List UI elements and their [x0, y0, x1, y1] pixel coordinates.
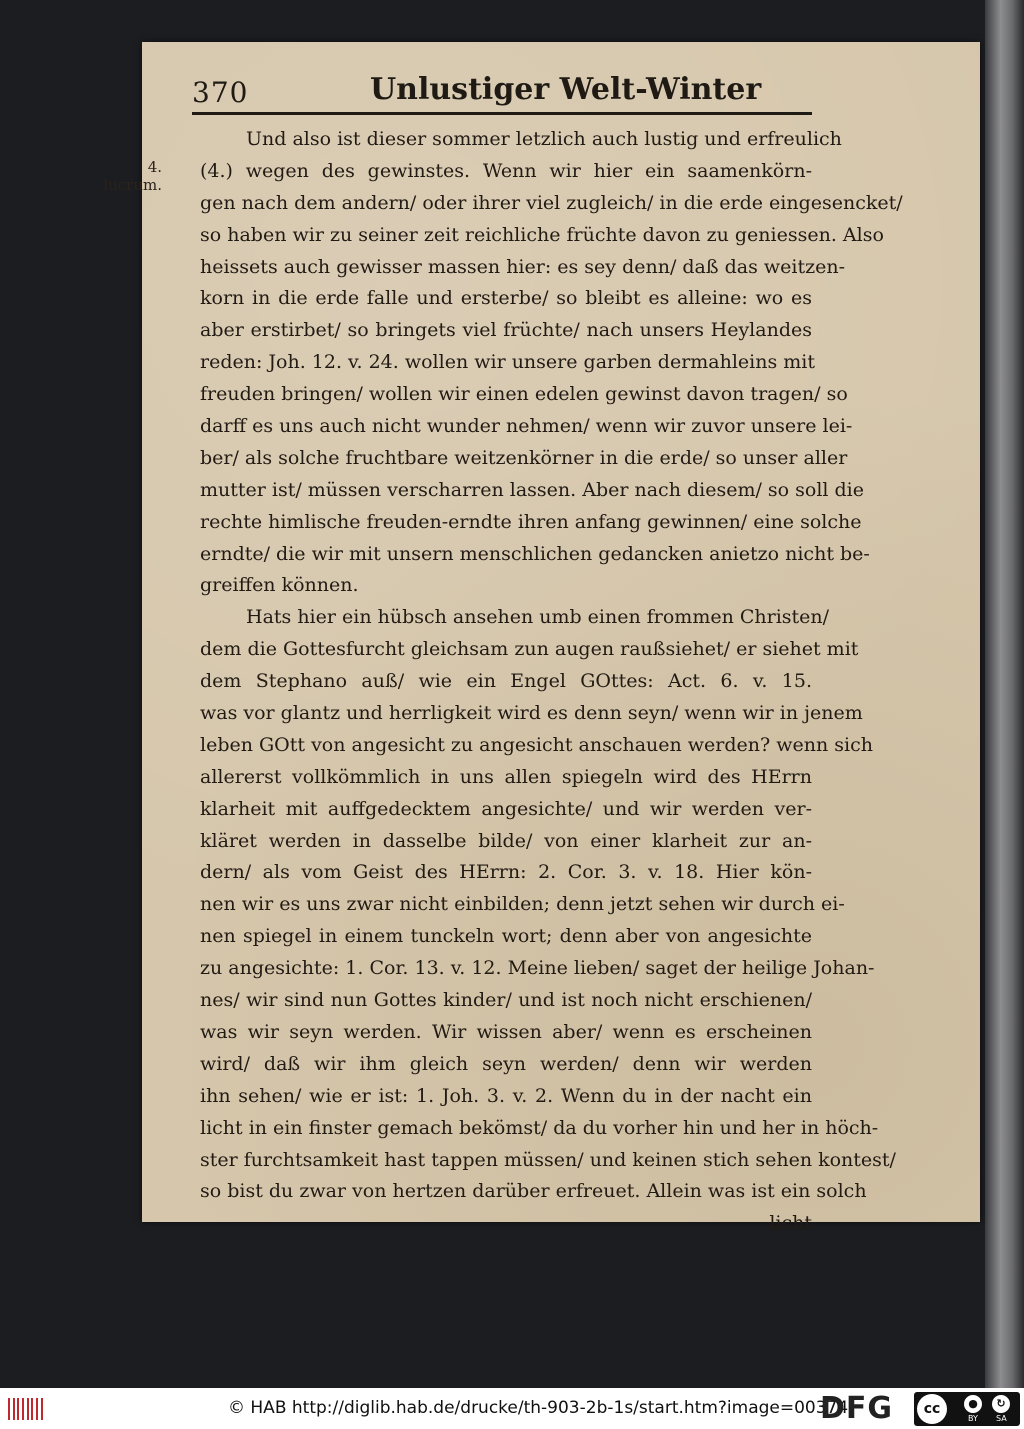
text-line: klarheit mit auffgedecktem angesichte/ und wir werden ver- [200, 797, 812, 820]
text-line: wird/ daß wir ihm gleich seyn werden/ denn wir werden [200, 1052, 812, 1075]
text-line: nen spiegel in einem tunckeln wort; denn aber von angesichte [200, 925, 812, 948]
text-line: rechte himlische freuden-erndte ihren anfang gewinnen/ eine solche [200, 510, 862, 533]
page-number: 370 [192, 76, 249, 109]
text-line: ster furchtsamkeit hast tappen müssen/ und keinen stich sehen kontest/ [200, 1148, 896, 1171]
text-line: ber/ als solche fruchtbare weitzenkörner in die erde/ so unser aller [200, 446, 848, 469]
text-line: dem Stephano auß/ wie ein Engel GOttes: Act. 6. v. 15. [200, 670, 812, 693]
text-line: so haben wir zu seiner zeit reichliche früchte davon zu geniessen. Also [200, 223, 884, 246]
share-alike-icon: ↻ [992, 1395, 1010, 1413]
cc-icon: cc [917, 1394, 947, 1424]
body-text [200, 124, 903, 1240]
footer-bar [0, 1388, 1024, 1429]
text-line: erndte/ die wir mit unsern menschlichen gedancken anietzo nicht be- [200, 542, 870, 565]
text-line: korn in die erde falle und ersterbe/ so bleibt es alleine: wo es [200, 287, 812, 310]
library-barcode-icon [6, 1394, 46, 1424]
page-header [192, 72, 812, 115]
running-title: Unlustiger Welt-Winter [370, 72, 762, 107]
text-line: kläret werden in dasselbe bilde/ von einer klarheit zur an- [200, 829, 812, 852]
text-line: Hats hier ein hübsch ansehen umb einen frommen Christen/ [246, 606, 830, 629]
text-line: dem die Gottesfurcht gleichsam zun augen raußsiehet/ er siehet mit [200, 638, 859, 661]
cc-license-badge[interactable] [914, 1392, 1020, 1426]
text-line: was vor glantz und herrligkeit wird es denn seyn/ wenn wir in jenem [200, 702, 863, 725]
text-line: aber erstirbet/ so bringets viel früchte/ nach unsers Heylandes [200, 319, 812, 342]
margin-note-word: lucrum. [103, 176, 162, 194]
person-icon: ● [964, 1395, 982, 1413]
by-label: BY [968, 1414, 978, 1423]
text-line: mutter ist/ müssen verscharren lassen. Aber nach diesem/ so soll die [200, 478, 864, 501]
margin-note-number: 4. [147, 158, 162, 176]
text-line: (4.) wegen des gewinstes. Wenn wir hier ein saamenkörn- [200, 159, 812, 182]
text-line: gen nach dem andern/ oder ihrer viel zugleich/ in die erde eingesencket/ [200, 191, 903, 214]
text-line: licht in ein finster gemach bekömst/ da du vorher hin und her in höch- [200, 1116, 879, 1139]
text-line: dern/ als vom Geist des HErrn: 2. Cor. 3. v. 18. Hier kön- [200, 861, 812, 884]
text-line: nen wir es uns zwar nicht einbilden; denn jetzt sehen wir durch ei- [200, 893, 845, 916]
text-line: greiffen können. [200, 574, 359, 597]
text-line: reden: Joh. 12. v. 24. wollen wir unsere garben dermahleins mit [200, 351, 816, 374]
text-line: heissets auch gewisser massen hier: es sey denn/ daß das weitzen- [200, 255, 846, 278]
text-line: leben GOtt von angesicht zu angesicht anschauen werden? wenn sich [200, 733, 873, 756]
margin-note [82, 158, 162, 194]
dfg-logo: DFG [820, 1391, 894, 1426]
text-line: allererst vollkömmlich in uns allen spiegeln wird des HErrn [200, 765, 812, 788]
text-line: ihn sehen/ wie er ist: 1. Joh. 3. v. 2. Wenn du in der nacht ein [200, 1084, 812, 1107]
text-line: freuden bringen/ wollen wir einen edelen gewinst davon tragen/ so [200, 383, 848, 406]
text-line: was wir seyn werden. Wir wissen aber/ wenn es erscheinen [200, 1020, 812, 1043]
scan-background-edge [985, 0, 1024, 1388]
text-line: zu angesichte: 1. Cor. 13. v. 12. Meine lieben/ saget der heilige Johan- [200, 957, 875, 980]
text-line: so bist du zwar von hertzen darüber erfreuet. Allein was ist ein solch [200, 1180, 867, 1203]
text-line: Und also ist dieser sommer letzlich auch lustig und erfreulich [246, 128, 842, 150]
text-line: darff es uns auch nicht wunder nehmen/ wenn wir zuvor unsere lei- [200, 415, 853, 438]
catchword: licht [769, 1212, 812, 1235]
text-line: nes/ wir sind nun Gottes kinder/ und ist noch nicht erschienen/ [200, 989, 812, 1012]
sa-label: SA [996, 1414, 1007, 1423]
source-link[interactable]: © HAB http://diglib.hab.de/drucke/th-903-2b-1s/start.htm?image=00374 [228, 1398, 849, 1418]
